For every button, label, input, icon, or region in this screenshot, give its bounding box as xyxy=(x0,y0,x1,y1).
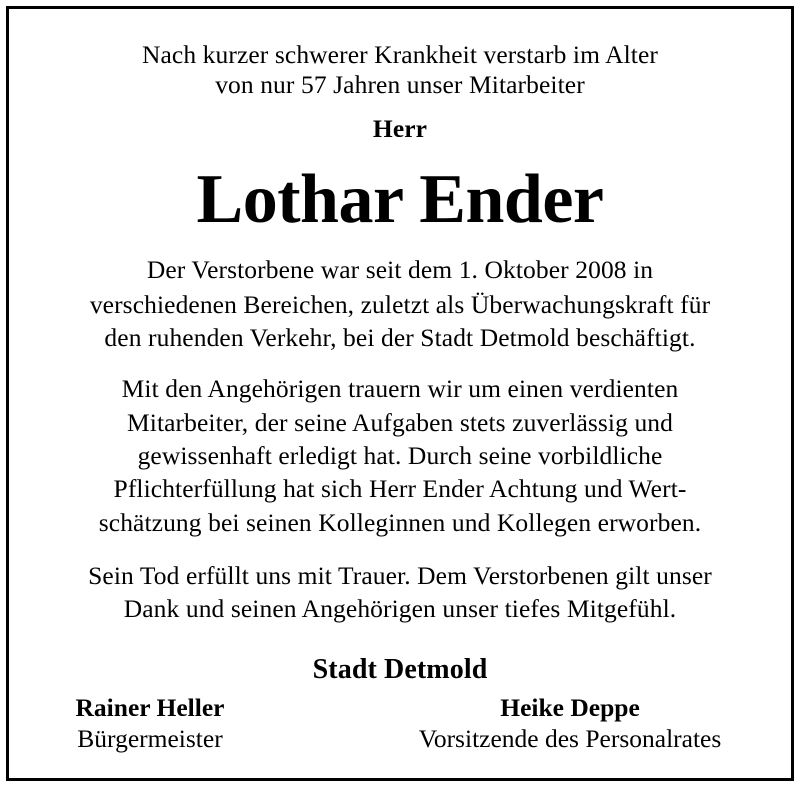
paragraph3-line-1: Sein Tod erfüllt uns mit Trauer. Dem Verstorbenen gilt unser xyxy=(88,561,712,590)
organization-name: Stadt Detmold xyxy=(312,654,488,685)
paragraph1-line-1: Der Verstorbene war seit dem 1. Oktober 2008 in xyxy=(146,255,654,284)
signatory-2-name: Heike Deppe xyxy=(500,693,640,722)
signatory-1-title: Bürgermeister xyxy=(77,724,223,753)
paragraph3-line-2: Dank und seinen Angehörigen unser tiefes Mitgefühl. xyxy=(123,594,677,623)
paragraph2-line-2: Mitarbeiter, der seine Aufgaben stets zuverlässig und xyxy=(127,408,673,437)
signatory-2-title: Vorsitzende des Personalrates xyxy=(418,724,722,753)
paragraph1-line-3: den ruhenden Verkehr, bei der Stadt Detmold beschäftigt. xyxy=(104,323,696,352)
paragraph1-line-2: verschiedenen Bereichen, zuletzt als Überwachungskraft für xyxy=(89,290,711,319)
deceased-name: Lothar Ender xyxy=(196,161,604,238)
paragraph2-line-5: schätzung bei seinen Kolleginnen und Kollegen erworben. xyxy=(98,508,702,537)
paragraph2-line-3: gewissenhaft erledigt hat. Durch seine vorbildliche xyxy=(137,441,663,470)
signatory-1-name: Rainer Heller xyxy=(75,693,225,722)
paragraph2-line-1: Mit den Angehörigen trauern wir um einen verdienten xyxy=(121,374,679,403)
salutation: Herr xyxy=(372,114,428,143)
intro-line-1: Nach kurzer schwerer Krankheit verstarb im Alter xyxy=(142,40,658,69)
paragraph2-line-4: Pflichterfüllung hat sich Herr Ender Achtung und Wert- xyxy=(113,474,687,503)
intro-line-2: von nur 57 Jahren unser Mitarbeiter xyxy=(215,70,585,99)
